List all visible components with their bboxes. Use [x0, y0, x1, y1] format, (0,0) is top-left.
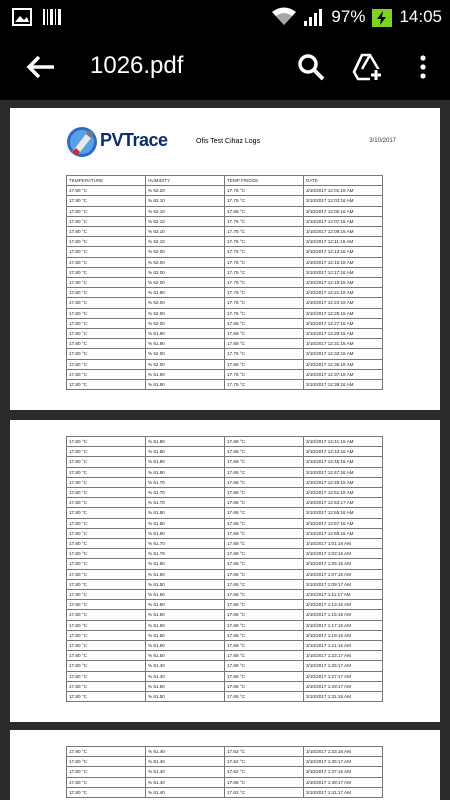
table-cell: % 61.40 [146, 747, 225, 757]
wifi-icon [271, 7, 297, 27]
table-cell: 17.68 °C [225, 467, 304, 477]
signal-icon [303, 7, 325, 27]
table-cell: 17.80 °C [67, 651, 146, 661]
table-cell: 17.68 °C [225, 681, 304, 691]
table-cell: 17.80 °C [67, 339, 146, 349]
table-row [67, 380, 383, 390]
table-cell: % 61.70 [146, 498, 225, 508]
table-cell: % 61.80 [146, 380, 225, 390]
table-cell: 3/10/2017 12:23:16 AM [304, 298, 383, 308]
table-cell: 17.68 °C [225, 528, 304, 538]
table-row [67, 569, 383, 579]
table-cell: 3/10/2017 12:37:16 AM [304, 369, 383, 379]
table-cell: 17.68 °C [225, 651, 304, 661]
table-row [67, 437, 383, 447]
table-row [67, 488, 383, 498]
table-cell: 17.80 °C [67, 318, 146, 328]
table-cell: 3/10/2017 12:07:16 AM [304, 216, 383, 226]
table-row [67, 447, 383, 457]
table-row [67, 206, 383, 216]
table-cell: 17.75 °C [225, 267, 304, 277]
table-cell: % 61.70 [146, 488, 225, 498]
table-cell: 17.68 °C [225, 329, 304, 339]
table-row [67, 747, 383, 757]
table-row [67, 318, 383, 328]
report-title: Ofis Test Cihaz Logs [196, 138, 261, 145]
table-cell: 17.80 °C [67, 477, 146, 487]
table-row [67, 641, 383, 651]
table-cell: 17.80 °C [67, 539, 146, 549]
table-cell: % 61.90 [146, 369, 225, 379]
status-bar [0, 0, 450, 34]
table-cell: 3/10/2017 1:23:17 AM [304, 651, 383, 661]
table-row [67, 559, 383, 569]
table-cell: 3/10/2017 12:19:16 AM [304, 278, 383, 288]
table-row [67, 671, 383, 681]
table-cell: 17.80 °C [67, 467, 146, 477]
table-cell: 3/10/2017 12:25:16 AM [304, 308, 383, 318]
table-cell: 17.75 °C [225, 196, 304, 206]
table-cell: 17.62 °C [225, 747, 304, 757]
table-cell: % 61.80 [146, 457, 225, 467]
table-cell: 3/10/2017 12:01:16 AM [304, 186, 383, 196]
table-cell: 17.90 °C [67, 600, 146, 610]
table-cell: % 61.50 [146, 610, 225, 620]
table-cell: % 62.10 [146, 206, 225, 216]
table-cell: 3/10/2017 1:03:16 AM [304, 549, 383, 559]
table-cell: % 62.00 [146, 349, 225, 359]
table-cell: % 61.70 [146, 539, 225, 549]
column-header: DATE [304, 176, 383, 186]
table-cell: 17.80 °C [67, 579, 146, 589]
table-cell: % 61.50 [146, 630, 225, 640]
app-toolbar [0, 34, 450, 100]
barcode-notification-icon [42, 8, 62, 26]
table-row [67, 196, 383, 206]
table-cell: 17.80 °C [67, 298, 146, 308]
table-cell: 17.75 °C [225, 288, 304, 298]
table-cell: 3/10/2017 12:35:16 AM [304, 359, 383, 369]
battery-percent: 97% [331, 7, 366, 26]
table-row [67, 539, 383, 549]
table-header-row [67, 176, 383, 186]
table-cell: 17.80 °C [67, 661, 146, 671]
table-cell: 17.62 °C [225, 767, 304, 777]
table-cell: 3/10/2017 1:07:16 AM [304, 569, 383, 579]
table-cell: 17.68 °C [225, 777, 304, 787]
document-title: 1026.pdf [90, 52, 184, 79]
add-to-drive-icon[interactable] [352, 52, 382, 82]
table-cell: 17.68 °C [225, 477, 304, 487]
table-cell: 17.80 °C [67, 569, 146, 579]
table-row [67, 467, 383, 477]
pdf-page-2 [10, 420, 440, 722]
table-row [67, 787, 383, 797]
pvtrace-logo [66, 126, 98, 158]
table-cell: % 62.00 [146, 359, 225, 369]
table-cell: 17.75 °C [225, 308, 304, 318]
table-cell: 17.68 °C [225, 518, 304, 528]
table-row [67, 600, 383, 610]
table-cell: 17.68 °C [225, 457, 304, 467]
table-cell: % 61.50 [146, 641, 225, 651]
table-cell: 17.68 °C [225, 206, 304, 216]
table-cell: 17.80 °C [67, 349, 146, 359]
table-cell: 17.68 °C [225, 488, 304, 498]
table-cell: 3/10/2017 1:41:17 AM [304, 787, 383, 797]
table-row [67, 692, 383, 702]
table-cell: % 61.60 [146, 559, 225, 569]
table-cell: % 62.00 [146, 257, 225, 267]
table-cell: 17.80 °C [67, 590, 146, 600]
table-cell: 17.68 °C [225, 692, 304, 702]
table-cell: % 62.00 [146, 278, 225, 288]
table-cell: 17.80 °C [67, 767, 146, 777]
table-row [67, 767, 383, 777]
table-cell: 17.80 °C [67, 247, 146, 257]
pdf-page-1 [10, 108, 440, 410]
table-cell: 17.80 °C [67, 308, 146, 318]
table-cell: 17.80 °C [67, 359, 146, 369]
table-cell: 17.68 °C [225, 569, 304, 579]
table-cell: % 62.00 [146, 318, 225, 328]
table-cell: % 61.80 [146, 518, 225, 528]
table-cell: 3/10/2017 12:21:16 AM [304, 288, 383, 298]
table-cell: 17.80 °C [67, 457, 146, 467]
table-cell: % 62.00 [146, 308, 225, 318]
table-cell: 17.90 °C [67, 186, 146, 196]
table-cell: % 61.50 [146, 692, 225, 702]
table-cell: 17.62 °C [225, 757, 304, 767]
table-cell: 17.80 °C [67, 227, 146, 237]
table-cell: 3/10/2017 1:19:16 AM [304, 630, 383, 640]
table-cell: % 62.00 [146, 247, 225, 257]
table-cell: 17.80 °C [67, 681, 146, 691]
table-cell: 17.80 °C [67, 671, 146, 681]
table-cell: 17.80 °C [67, 549, 146, 559]
table-cell: 17.80 °C [67, 498, 146, 508]
table-row [67, 308, 383, 318]
table-cell: 17.80 °C [67, 610, 146, 620]
gallery-notification-icon [12, 8, 32, 26]
log-table-page-1 [66, 175, 383, 390]
table-cell: 17.80 °C [67, 757, 146, 767]
table-row [67, 359, 383, 369]
table-cell: 17.80 °C [67, 329, 146, 339]
table-cell: 17.80 °C [67, 437, 146, 447]
table-cell: 17.80 °C [67, 206, 146, 216]
table-cell: 3/10/2017 1:09:17 AM [304, 579, 383, 589]
search-icon[interactable] [296, 52, 326, 82]
table-cell: 17.75 °C [225, 237, 304, 247]
table-row [67, 757, 383, 767]
table-cell: % 61.60 [146, 620, 225, 630]
table-cell: 3/10/2017 12:29:16 AM [304, 329, 383, 339]
column-header: TEMP FRIDGE [225, 176, 304, 186]
table-row [67, 777, 383, 787]
table-cell: % 61.80 [146, 437, 225, 447]
table-cell: 17.68 °C [225, 641, 304, 651]
table-cell: % 61.60 [146, 569, 225, 579]
table-cell: % 61.60 [146, 528, 225, 538]
table-cell: 3/10/2017 1:33:16 AM [304, 747, 383, 757]
table-row [67, 498, 383, 508]
table-row [67, 369, 383, 379]
table-cell: 3/10/2017 1:29:17 AM [304, 681, 383, 691]
table-cell: 3/10/2017 12:17:16 AM [304, 267, 383, 277]
table-cell: 17.68 °C [225, 498, 304, 508]
table-cell: 17.68 °C [225, 610, 304, 620]
table-cell: 17.80 °C [67, 447, 146, 457]
table-row [67, 651, 383, 661]
table-cell: % 62.10 [146, 237, 225, 247]
table-cell: 17.68 °C [225, 661, 304, 671]
table-cell: 3/10/2017 12:41:16 AM [304, 437, 383, 447]
table-cell: % 62.10 [146, 216, 225, 226]
table-row [67, 227, 383, 237]
table-cell: % 62.10 [146, 196, 225, 206]
column-header: TEMPERATURE [67, 176, 146, 186]
table-row [67, 620, 383, 630]
table-row [67, 298, 383, 308]
table-cell: 17.80 °C [67, 216, 146, 226]
table-cell: % 61.50 [146, 651, 225, 661]
table-row [67, 477, 383, 487]
table-cell: 17.80 °C [67, 559, 146, 569]
table-row [67, 661, 383, 671]
table-cell: 17.80 °C [67, 528, 146, 538]
table-row [67, 267, 383, 277]
table-cell: % 62.10 [146, 227, 225, 237]
table-cell: % 61.50 [146, 579, 225, 589]
table-cell: 17.80 °C [67, 369, 146, 379]
log-table-page-3 [66, 746, 383, 798]
table-row [67, 288, 383, 298]
table-cell: 3/10/2017 12:45:16 AM [304, 457, 383, 467]
table-cell: 3/10/2017 1:05:16 AM [304, 559, 383, 569]
table-row [67, 681, 383, 691]
more-options-icon[interactable] [408, 52, 438, 82]
table-row [67, 186, 383, 196]
table-cell: 3/10/2017 1:21:16 AM [304, 641, 383, 651]
table-cell: % 62.00 [146, 267, 225, 277]
table-cell: 3/10/2017 12:27:16 AM [304, 318, 383, 328]
table-cell: 17.75 °C [225, 186, 304, 196]
table-cell: 3/10/2017 12:13:16 AM [304, 247, 383, 257]
table-cell: % 62.00 [146, 298, 225, 308]
table-row [67, 278, 383, 288]
table-row [67, 247, 383, 257]
table-cell: 17.68 °C [225, 437, 304, 447]
table-row [67, 329, 383, 339]
table-cell: 17.80 °C [67, 380, 146, 390]
clock: 14:05 [399, 7, 442, 26]
table-cell: 17.68 °C [225, 590, 304, 600]
table-cell: % 61.70 [146, 549, 225, 559]
table-cell: 17.80 °C [67, 508, 146, 518]
table-cell: 17.80 °C [67, 641, 146, 651]
table-cell: 17.80 °C [67, 237, 146, 247]
table-cell: 17.68 °C [225, 339, 304, 349]
column-header: HUMIDITY [146, 176, 225, 186]
table-row [67, 579, 383, 589]
table-cell: 3/10/2017 1:15:16 AM [304, 610, 383, 620]
table-cell: 17.80 °C [67, 488, 146, 498]
table-cell: 3/10/2017 1:31:16 AM [304, 692, 383, 702]
table-row [67, 457, 383, 467]
table-row [67, 518, 383, 528]
table-cell: 17.75 °C [225, 369, 304, 379]
table-cell: 3/10/2017 1:25:17 AM [304, 661, 383, 671]
table-cell: 3/10/2017 12:53:17 AM [304, 498, 383, 508]
table-cell: 3/10/2017 12:33:16 AM [304, 349, 383, 359]
table-cell: % 61.40 [146, 671, 225, 681]
table-cell: % 61.90 [146, 329, 225, 339]
table-cell: 17.80 °C [67, 288, 146, 298]
table-cell: % 61.40 [146, 787, 225, 797]
table-cell: 3/10/2017 1:37:16 AM [304, 767, 383, 777]
table-cell: % 61.40 [146, 661, 225, 671]
table-cell: 3/10/2017 1:39:17 AM [304, 777, 383, 787]
table-row [67, 339, 383, 349]
table-cell: % 61.40 [146, 767, 225, 777]
table-cell: % 61.80 [146, 447, 225, 457]
table-cell: 3/10/2017 12:59:16 AM [304, 528, 383, 538]
table-row [67, 257, 383, 267]
table-row [67, 216, 383, 226]
table-cell: 17.80 °C [67, 518, 146, 528]
table-cell: 3/10/2017 12:05:16 AM [304, 206, 383, 216]
table-cell: % 61.70 [146, 477, 225, 487]
table-row [67, 630, 383, 640]
table-cell: % 61.40 [146, 757, 225, 767]
back-arrow-icon[interactable] [24, 50, 58, 84]
table-cell: 3/10/2017 12:43:16 AM [304, 447, 383, 457]
log-table-page-2 [66, 436, 383, 702]
table-cell: 3/10/2017 12:09:16 AM [304, 227, 383, 237]
table-row [67, 590, 383, 600]
table-cell: 17.75 °C [225, 278, 304, 288]
pdf-viewer[interactable] [0, 100, 450, 800]
table-cell: 17.68 °C [225, 600, 304, 610]
table-cell: 17.75 °C [225, 349, 304, 359]
table-cell: 3/10/2017 12:47:16 AM [304, 467, 383, 477]
table-cell: % 61.90 [146, 339, 225, 349]
table-cell: 17.68 °C [225, 630, 304, 640]
brand-name: PVTrace [100, 130, 168, 150]
table-cell: 3/10/2017 12:39:16 AM [304, 380, 383, 390]
table-cell: % 62.20 [146, 186, 225, 196]
table-cell: 17.68 °C [225, 359, 304, 369]
table-cell: 17.80 °C [67, 777, 146, 787]
table-cell: 17.80 °C [67, 257, 146, 267]
table-cell: 17.68 °C [225, 318, 304, 328]
table-cell: 17.75 °C [225, 298, 304, 308]
table-cell: 17.75 °C [225, 216, 304, 226]
table-cell: 17.68 °C [225, 671, 304, 681]
table-cell: 17.68 °C [225, 620, 304, 630]
report-date: 3/10/2017 [369, 138, 396, 144]
table-cell: 17.80 °C [67, 787, 146, 797]
table-cell: 3/10/2017 1:01:16 AM [304, 539, 383, 549]
table-cell: 3/10/2017 1:35:17 AM [304, 757, 383, 767]
table-row [67, 528, 383, 538]
document-header [66, 126, 396, 156]
table-cell: 3/10/2017 12:15:16 AM [304, 257, 383, 267]
table-cell: 17.75 °C [225, 257, 304, 267]
table-cell: 3/10/2017 12:03:16 AM [304, 196, 383, 206]
table-row [67, 349, 383, 359]
table-cell: 3/10/2017 12:31:16 AM [304, 339, 383, 349]
table-cell: 17.80 °C [67, 630, 146, 640]
table-row [67, 508, 383, 518]
table-cell: % 61.90 [146, 288, 225, 298]
table-cell: 17.68 °C [225, 549, 304, 559]
table-cell: 17.68 °C [225, 508, 304, 518]
table-cell: % 61.50 [146, 590, 225, 600]
table-cell: 17.62 °C [225, 787, 304, 797]
table-cell: 17.80 °C [67, 620, 146, 630]
table-row [67, 237, 383, 247]
table-cell: 3/10/2017 12:49:16 AM [304, 477, 383, 487]
table-cell: 3/10/2017 1:11:17 AM [304, 590, 383, 600]
table-cell: 3/10/2017 1:17:16 AM [304, 620, 383, 630]
table-cell: 3/10/2017 1:13:16 AM [304, 600, 383, 610]
table-cell: % 61.80 [146, 467, 225, 477]
table-cell: % 61.80 [146, 508, 225, 518]
table-cell: % 61.40 [146, 777, 225, 787]
table-cell: 17.68 °C [225, 559, 304, 569]
table-cell: 17.80 °C [67, 692, 146, 702]
table-cell: 17.90 °C [67, 747, 146, 757]
table-cell: 3/10/2017 12:57:16 AM [304, 518, 383, 528]
pdf-page-3 [10, 730, 440, 800]
battery-charging-icon [371, 6, 393, 28]
table-row [67, 610, 383, 620]
table-cell: 17.68 °C [225, 579, 304, 589]
table-cell: 17.68 °C [225, 539, 304, 549]
table-cell: 17.75 °C [225, 247, 304, 257]
table-cell: 3/10/2017 1:27:17 AM [304, 671, 383, 681]
table-cell: 17.80 °C [67, 278, 146, 288]
table-cell: % 61.50 [146, 681, 225, 691]
table-cell: 3/10/2017 12:11:16 AM [304, 237, 383, 247]
table-cell: 17.75 °C [225, 227, 304, 237]
table-row [67, 549, 383, 559]
table-cell: 3/10/2017 12:55:16 AM [304, 508, 383, 518]
table-cell: % 61.60 [146, 600, 225, 610]
table-cell: 17.90 °C [67, 196, 146, 206]
table-cell: 3/10/2017 12:51:16 AM [304, 488, 383, 498]
table-cell: 17.75 °C [225, 380, 304, 390]
table-cell: 17.68 °C [225, 447, 304, 457]
table-cell: 17.80 °C [67, 267, 146, 277]
